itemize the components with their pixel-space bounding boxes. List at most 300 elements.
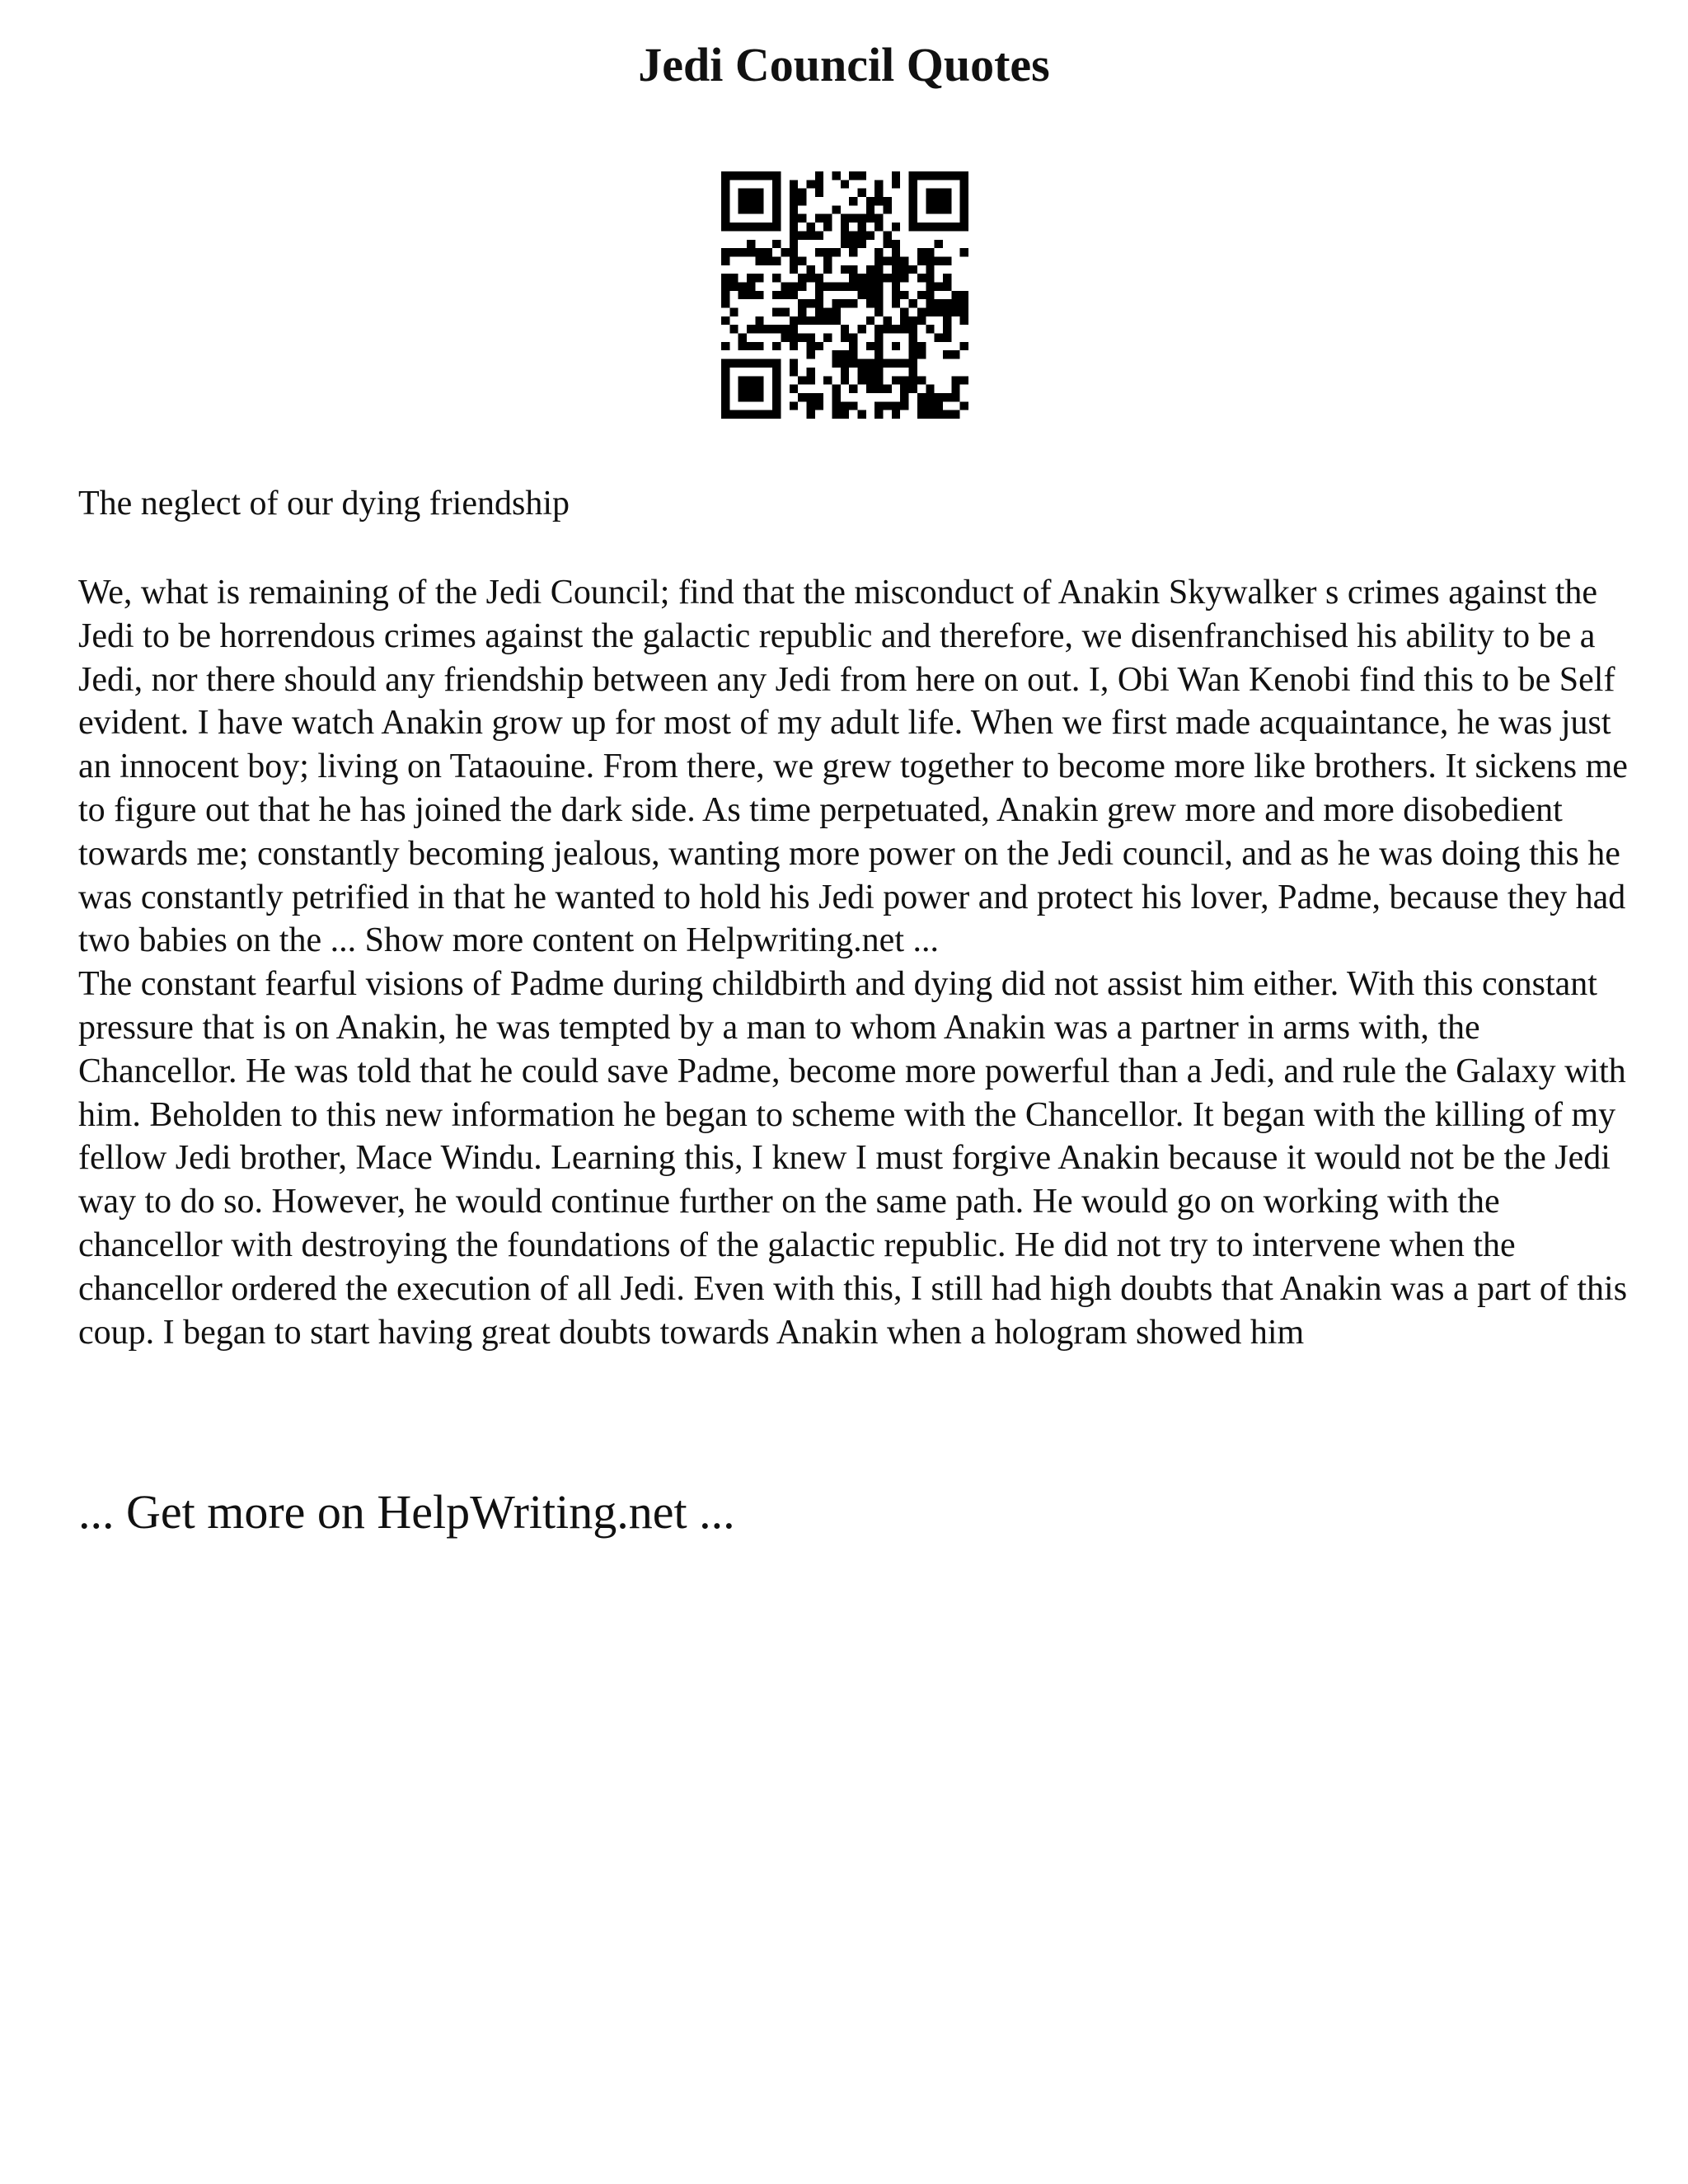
- qr-module: [935, 171, 943, 180]
- qr-module: [858, 359, 866, 368]
- qr-module: [866, 342, 874, 350]
- qr-module: [832, 359, 840, 368]
- qr-module: [721, 256, 729, 265]
- qr-module: [858, 223, 866, 231]
- qr-module: [884, 401, 892, 410]
- qr-module: [909, 385, 917, 393]
- qr-module: [841, 368, 849, 376]
- qr-module: [926, 248, 934, 256]
- qr-module: [747, 274, 755, 282]
- qr-module: [806, 231, 814, 239]
- qr-module: [790, 256, 798, 265]
- qr-module: [849, 282, 857, 290]
- qr-module: [943, 189, 951, 197]
- qr-module: [909, 214, 917, 223]
- qr-module: [909, 171, 917, 180]
- qr-module: [943, 223, 951, 231]
- qr-module: [806, 334, 814, 342]
- qr-module: [832, 299, 840, 307]
- qr-module: [909, 325, 917, 333]
- qr-module: [960, 401, 968, 410]
- qr-module: [935, 401, 943, 410]
- qr-module: [874, 308, 883, 316]
- qr-module: [755, 171, 763, 180]
- qr-module: [738, 248, 747, 256]
- qr-module: [858, 240, 866, 248]
- qr-module: [892, 223, 900, 231]
- qr-module: [815, 316, 823, 325]
- qr-module: [755, 316, 763, 325]
- qr-module: [721, 189, 729, 197]
- qr-module: [772, 291, 781, 299]
- qr-module: [874, 214, 883, 223]
- qr-module: [874, 350, 883, 359]
- qr-module: [951, 291, 959, 299]
- qr-module: [951, 299, 959, 307]
- qr-module: [841, 334, 849, 342]
- qr-module: [832, 282, 840, 290]
- qr-module: [823, 308, 832, 316]
- qr-module: [874, 385, 883, 393]
- qr-module: [772, 274, 781, 282]
- qr-module: [738, 359, 747, 368]
- qr-module: [721, 197, 729, 205]
- qr-module: [917, 393, 926, 401]
- qr-module: [866, 316, 874, 325]
- qr-module: [738, 189, 747, 197]
- qr-module: [747, 205, 755, 213]
- qr-module: [874, 248, 883, 256]
- qr-module: [798, 334, 806, 342]
- qr-module: [892, 265, 900, 274]
- qr-module: [866, 197, 874, 205]
- qr-module: [764, 325, 772, 333]
- qr-module: [866, 231, 874, 239]
- qr-module: [721, 393, 729, 401]
- qr-module: [874, 282, 883, 290]
- qr-module: [790, 401, 798, 410]
- qr-module: [917, 256, 926, 265]
- qr-module: [729, 274, 738, 282]
- qr-module: [832, 248, 840, 256]
- qr-module: [832, 401, 840, 410]
- qr-module: [866, 282, 874, 290]
- get-more-link[interactable]: ... Get more on HelpWriting.net ...: [78, 1485, 735, 1539]
- qr-module: [781, 248, 789, 256]
- qr-module: [884, 385, 892, 393]
- qr-module: [806, 342, 814, 350]
- qr-module: [764, 410, 772, 419]
- qr-module: [747, 410, 755, 419]
- qr-module: [892, 291, 900, 299]
- qr-module: [874, 265, 883, 274]
- qr-module: [935, 393, 943, 401]
- qr-module: [823, 316, 832, 325]
- qr-module: [900, 359, 908, 368]
- qr-module: [738, 171, 747, 180]
- qr-module: [951, 376, 959, 384]
- qr-module: [772, 180, 781, 188]
- qr-module: [866, 385, 874, 393]
- qr-module: [960, 197, 968, 205]
- qr-module: [951, 385, 959, 393]
- qr-module: [790, 325, 798, 333]
- qr-module: [772, 393, 781, 401]
- qr-module: [729, 359, 738, 368]
- qr-module: [935, 334, 943, 342]
- qr-module: [721, 342, 729, 350]
- qr-module: [738, 205, 747, 213]
- qr-module: [764, 256, 772, 265]
- qr-module: [772, 325, 781, 333]
- qr-module: [849, 214, 857, 223]
- qr-module: [755, 256, 763, 265]
- qr-module: [832, 393, 840, 401]
- qr-module: [849, 197, 857, 205]
- qr-module: [909, 316, 917, 325]
- qr-module: [866, 214, 874, 223]
- qr-module: [806, 180, 814, 188]
- qr-module: [849, 359, 857, 368]
- qr-module: [858, 410, 866, 419]
- qr-module: [738, 410, 747, 419]
- qr-module: [832, 308, 840, 316]
- qr-module: [943, 308, 951, 316]
- qr-module: [909, 265, 917, 274]
- qr-module: [849, 401, 857, 410]
- qr-module: [866, 274, 874, 282]
- qr-module: [960, 291, 968, 299]
- qr-module: [874, 197, 883, 205]
- qr-module: [806, 274, 814, 282]
- qr-module: [790, 189, 798, 197]
- qr-module: [798, 189, 806, 197]
- qr-module: [935, 256, 943, 265]
- qr-module: [755, 205, 763, 213]
- qr-module: [755, 325, 763, 333]
- qr-module: [943, 299, 951, 307]
- qr-module: [874, 368, 883, 376]
- qr-module: [832, 205, 840, 213]
- qr-module: [755, 223, 763, 231]
- qr-module: [884, 274, 892, 282]
- document-body: [78, 571, 1628, 1354]
- qr-module: [790, 342, 798, 350]
- qr-module: [790, 368, 798, 376]
- qr-module: [892, 248, 900, 256]
- qr-module: [815, 214, 823, 223]
- qr-module: [798, 316, 806, 325]
- qr-module: [721, 359, 729, 368]
- qr-module: [721, 282, 729, 290]
- qr-module: [858, 368, 866, 376]
- qr-module: [926, 197, 934, 205]
- qr-module: [772, 368, 781, 376]
- qr-module: [790, 316, 798, 325]
- qr-module: [917, 274, 926, 282]
- qr-module: [747, 282, 755, 290]
- qr-module: [772, 189, 781, 197]
- qr-module: [747, 248, 755, 256]
- qr-module: [747, 342, 755, 350]
- qr-module: [832, 410, 840, 419]
- qr-module: [832, 350, 840, 359]
- qr-module: [943, 197, 951, 205]
- qr-module: [772, 223, 781, 231]
- qr-module: [764, 359, 772, 368]
- qr-module: [798, 214, 806, 223]
- qr-module: [798, 197, 806, 205]
- qr-module: [858, 274, 866, 282]
- qr-module: [909, 197, 917, 205]
- qr-module: [892, 171, 900, 180]
- qr-module: [790, 385, 798, 393]
- qr-module: [823, 334, 832, 342]
- qr-module: [909, 359, 917, 368]
- qr-module: [738, 334, 747, 342]
- qr-module: [806, 368, 814, 376]
- paragraph-2: The constant fearful visions of Padme during childbirth and dying did not assist him either. With this constant pressure that is on Anakin, he was tempted by a man to whom Anakin was a partner in arms with, the Chancellor. He was told that he could save Padme, become more powerful than a Jedi, and rule the Galaxy with him. Beholden to this new information he began to scheme with the Chancellor. It began with the killing of my fellow Jedi brother, Mace Windu. Learning this, I knew I must forgive Anakin because it would not be the Jedi way to do so. However, he would continue further on the same path. He would go on working with the chancellor with destroying the foundations of the galactic republic. He did not try to intervene when the chancellor ordered the execution of all Jedi. Even with this, I still had high doubts that Anakin was a part of this coup. I began to start having great doubts towards Anakin when a hologram showed him: [78, 965, 1628, 1352]
- qr-module: [815, 171, 823, 180]
- qr-module: [823, 282, 832, 290]
- qr-module: [874, 256, 883, 265]
- qr-module: [926, 171, 934, 180]
- qr-module: [858, 231, 866, 239]
- qr-module: [892, 342, 900, 350]
- qr-module: [729, 282, 738, 290]
- qr-module: [849, 385, 857, 393]
- qr-module: [917, 223, 926, 231]
- qr-module: [841, 180, 849, 188]
- qr-module: [858, 325, 866, 333]
- qr-module: [823, 248, 832, 256]
- qr-module: [892, 410, 900, 419]
- qr-module: [738, 197, 747, 205]
- qr-module: [909, 223, 917, 231]
- qr-module: [747, 189, 755, 197]
- document-subtitle: The neglect of our dying friendship: [78, 485, 570, 523]
- qr-module: [900, 274, 908, 282]
- qr-module: [892, 240, 900, 248]
- qr-module: [900, 316, 908, 325]
- qr-module: [772, 376, 781, 384]
- qr-module: [755, 385, 763, 393]
- qr-module: [841, 299, 849, 307]
- qr-module: [815, 248, 823, 256]
- qr-module: [943, 171, 951, 180]
- qr-module: [926, 291, 934, 299]
- qr-module: [935, 205, 943, 213]
- qr-module: [823, 256, 832, 265]
- qr-module: [721, 223, 729, 231]
- qr-module: [738, 291, 747, 299]
- qr-module: [747, 291, 755, 299]
- qr-module: [909, 334, 917, 342]
- qr-module: [841, 410, 849, 419]
- qr-module: [849, 265, 857, 274]
- qr-module: [874, 299, 883, 307]
- qr-module: [884, 256, 892, 265]
- qr-module: [909, 376, 917, 384]
- qr-module: [943, 393, 951, 401]
- qr-module: [900, 401, 908, 410]
- qr-module: [858, 189, 866, 197]
- qr-module: [815, 282, 823, 290]
- qr-module: [815, 342, 823, 350]
- qr-module: [874, 342, 883, 350]
- qr-module: [815, 308, 823, 316]
- qr-module: [755, 291, 763, 299]
- qr-module: [738, 393, 747, 401]
- qr-module: [960, 248, 968, 256]
- qr-module: [866, 265, 874, 274]
- qr-module: [866, 299, 874, 307]
- qr-module: [790, 223, 798, 231]
- qr-module: [790, 334, 798, 342]
- qr-module: [755, 410, 763, 419]
- qr-module: [943, 325, 951, 333]
- qr-module: [866, 205, 874, 213]
- qr-module: [781, 325, 789, 333]
- qr-module: [900, 308, 908, 316]
- qr-module: [900, 385, 908, 393]
- qr-module: [841, 231, 849, 239]
- qr-module: [721, 316, 729, 325]
- qr-module: [747, 359, 755, 368]
- qr-module: [917, 291, 926, 299]
- qr-module: [841, 401, 849, 410]
- qr-module: [874, 291, 883, 299]
- qr-module: [772, 197, 781, 205]
- qr-module: [874, 274, 883, 282]
- qr-module: [892, 401, 900, 410]
- qr-module: [772, 171, 781, 180]
- qr-module: [951, 223, 959, 231]
- qr-module: [926, 308, 934, 316]
- qr-module: [935, 282, 943, 290]
- qr-module: [943, 205, 951, 213]
- qr-module: [815, 231, 823, 239]
- qr-module: [747, 325, 755, 333]
- qr-module: [806, 393, 814, 401]
- qr-module: [917, 316, 926, 325]
- qr-module: [772, 214, 781, 223]
- qr-module: [858, 282, 866, 290]
- qr-module: [866, 359, 874, 368]
- qr-module: [721, 171, 729, 180]
- qr-module: [926, 265, 934, 274]
- qr-module: [909, 180, 917, 188]
- qr-module: [764, 223, 772, 231]
- qr-module: [781, 334, 789, 342]
- qr-module: [798, 282, 806, 290]
- qr-module: [806, 223, 814, 231]
- qr-module: [747, 240, 755, 248]
- qr-module: [926, 274, 934, 282]
- qr-module: [806, 401, 814, 410]
- qr-module: [926, 205, 934, 213]
- qr-module: [772, 359, 781, 368]
- qr-module: [790, 265, 798, 274]
- qr-module: [798, 256, 806, 265]
- qr-module: [866, 291, 874, 299]
- qr-module: [790, 359, 798, 368]
- qr-module: [841, 350, 849, 359]
- qr-module: [926, 410, 934, 419]
- qr-module: [721, 248, 729, 256]
- qr-module: [832, 385, 840, 393]
- qr-module: [874, 410, 883, 419]
- qr-module: [841, 376, 849, 384]
- qr-module: [874, 180, 883, 188]
- qr-module: [951, 308, 959, 316]
- qr-module: [917, 308, 926, 316]
- qr-module: [874, 325, 883, 333]
- qr-module: [892, 359, 900, 368]
- qr-module: [943, 274, 951, 282]
- qr-module: [721, 401, 729, 410]
- qr-module: [841, 223, 849, 231]
- qr-module: [806, 376, 814, 384]
- qr-module: [926, 393, 934, 401]
- qr-module: [841, 325, 849, 333]
- qr-module: [721, 385, 729, 393]
- qr-module: [815, 291, 823, 299]
- qr-module: [738, 282, 747, 290]
- qr-module: [729, 223, 738, 231]
- qr-module: [943, 282, 951, 290]
- qr-module: [755, 359, 763, 368]
- qr-module: [738, 342, 747, 350]
- qr-module: [849, 334, 857, 342]
- qr-module: [841, 359, 849, 368]
- qr-module: [790, 205, 798, 213]
- qr-module: [874, 189, 883, 197]
- qr-module: [909, 368, 917, 376]
- qr-module: [866, 376, 874, 384]
- qr-module: [772, 401, 781, 410]
- qr-module: [755, 274, 763, 282]
- qr-module: [841, 214, 849, 223]
- qr-module: [935, 308, 943, 316]
- qr-module: [781, 308, 789, 316]
- qr-module: [943, 256, 951, 265]
- qr-module: [935, 410, 943, 419]
- qr-module: [909, 205, 917, 213]
- qr-module: [884, 231, 892, 239]
- qr-module: [926, 189, 934, 197]
- qr-module: [815, 299, 823, 307]
- qr-module: [815, 393, 823, 401]
- qr-module: [849, 299, 857, 307]
- qr-module: [806, 316, 814, 325]
- qr-module: [738, 223, 747, 231]
- qr-code-icon: [721, 171, 968, 419]
- qr-module: [892, 282, 900, 290]
- qr-module: [926, 325, 934, 333]
- qr-module: [917, 401, 926, 410]
- qr-module: [721, 214, 729, 223]
- qr-module: [849, 171, 857, 180]
- qr-module: [943, 316, 951, 325]
- qr-module: [747, 223, 755, 231]
- qr-module: [917, 248, 926, 256]
- qr-module: [935, 189, 943, 197]
- qr-module: [747, 376, 755, 384]
- qr-module: [738, 376, 747, 384]
- qr-module: [806, 410, 814, 419]
- qr-module: [815, 274, 823, 282]
